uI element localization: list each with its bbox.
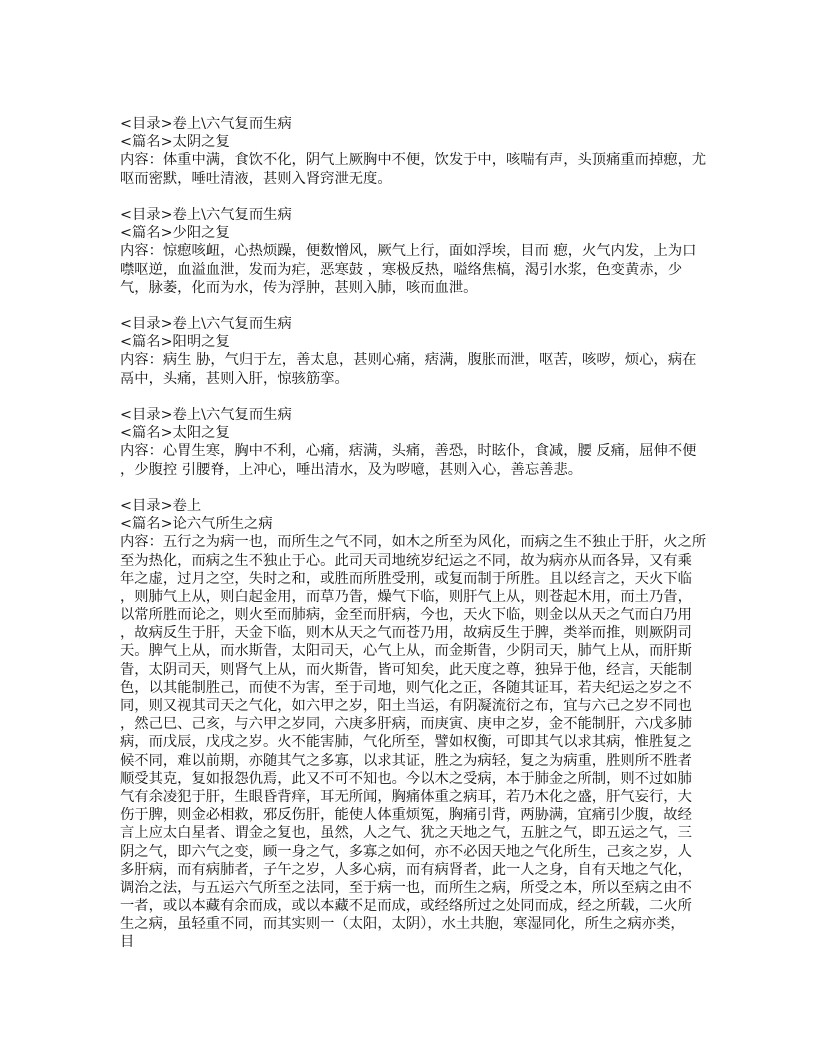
entry-content-line: 眚，太阴司天，则肾气上从，而火斯眚，皆可知矣，此天度之尊，独异于他，经言，天能制 [120,661,692,678]
entry-content-line: 言上应太白星者、谓金之复也，虽然，人之气、犹之天地之气，五脏之气，即五运之气，三 [120,825,692,842]
entry-catalog: <目录>卷上\六气复而生病 [120,116,292,132]
entry-content-line: 生之病，虽轻重不同，而其实则一（太阳，太阴），水土共胞，寒湿同化，所生之病亦类， [120,916,685,933]
document-entry [120,115,710,188]
entry-content-line: 天。脾气上从，而水斯眚，太阳司天，心气上从，而金斯眚，少阴司天，肺气上从，而肝斯 [120,643,692,660]
entry-content-line: ，少腹控 引腰脊，上冲心，唾出清水，及为哕噫，甚则入心，善忘善悲。 [120,461,583,478]
entry-content-line: 候不同，难以前期，亦随其气之多寡，以求其证，胜之为病轻，复之为病重，胜则所不胜者 [120,752,692,769]
entry-content-line: ，则肺气上从，则白起金用，而草乃眚，燥气下临，则肝气上从，则苍起木用，而土乃眚， [120,588,692,605]
entry-content-line: 内容：体重中满，食饮不化，阴气上厥胸中不便，饮发于中，咳喘有声，头顶痛重而掉瘛，尤 [120,152,707,169]
document-entry [120,206,710,297]
entry-content-line: 鬲中，头痛，甚则入肝，惊骇筋挛。 [120,370,349,387]
entry-content-line: 内容：心胃生寒，胸中不利，心痛，痞满，头痛，善恐，时眩仆，食减，腰 反痛，屈伸不便 [120,443,697,460]
entry-content-line: 阴之气，即六气之变，顾一身之气，多寡之如何，亦不必因天地之气化所生，己亥之岁，人 [120,843,692,860]
entry-content-line: 调治之法，与五运六气所至之法同，至于病一也，而所生之病，所受之本，所以至病之由不 [120,879,692,896]
entry-content-line: 多肝病，而有病肺者，子午之岁，人多心病，而有病肾者，此一人之身，自有天地之气化， [120,861,692,878]
entry-content-line: 内容：病生 胁，气归于左，善太息，甚则心痛，痞满，腹胀而泄，呕苦，咳哕，烦心，病在 [120,352,697,369]
entry-content-line: 同，则又视其司天之气化，如六甲之岁，阳土当运，有阴凝流衍之布，宜与六己之岁不同也 [120,698,692,714]
entry-content-line: 气，脉萎，化而为水，传为浮肿，甚则入肺，咳而血泄。 [120,279,478,296]
entry-content-line: 气有余凌犯于肝，生眼昏背痒，耳无所闻，胸痛体重之病耳，若乃木化之盛，肝气妄行，大 [120,788,692,805]
entry-catalog: <目录>卷上\六气复而生病 [120,407,292,423]
entry-content-line: 内容：五行之为病一也，而所生之气不同，如木之所至为风化，而病之生不独止于肝，火之所 [120,534,707,551]
entry-title: <篇名>阳明之复 [120,334,230,351]
entry-content-line: 呕而密默，唾吐清液，甚则入肾窍泄无度。 [120,170,392,187]
entry-catalog: <目录>卷上\六气复而生病 [120,206,292,223]
entry-content-line: 年之虚，过月之空，失时之和，或胜而所胜受刑，或复而制于所胜。且以经言之，天火下临 [120,570,692,587]
entry-content-line: 噤呕逆，血溢血泄，发而为疟，恶寒鼓 ，寒极反热，嗌络焦槁，渴引水浆，色变黄赤，少 [120,261,683,278]
entry-catalog: <目录>卷上 [120,497,202,514]
document-entry [120,406,710,479]
entry-title: <篇名>论六气所生之病 [120,516,273,533]
entry-content-line: 至为热化，而病之生不独止于心。此司天司地统岁纪运之不同，故为病亦从而各异，又有乘 [120,552,692,569]
entry-content-line: 内容：惊瘛咳衄，心热烦躁，便数憎风，厥气上行，面如浮埃，目而 瘛，火气内发，上为口 [120,243,697,260]
document-entry [120,315,710,388]
entry-content-line: 一者，或以本藏有余而成，或以本藏不足而成，或经络所过之处同而成，经之所载，二火所 [120,898,692,915]
entry-content-line: 以常所胜而论之，则火至而肺病，金至而肝病，今也，天火下临，则金以从天之气而白乃用 [120,607,692,624]
document-body [120,115,710,970]
entry-content-line: 色，以其能制胜己，而使不为害，至于司地，则气化之正，各随其证耳，若夫纪运之岁之不 [120,679,692,696]
entry-content-line: 顺受其克，复如报怨仇焉，此又不可不知也。今以木之受病，本于肺金之所制，则不过如肺 [120,770,692,787]
entry-content-line: 病，而戊辰，戊戌之岁。火不能害肺，气化所至，譬如权衡，可即其气以求其病，惟胜复之 [120,734,692,751]
entry-title: <篇名>太阳之复 [120,425,230,442]
entry-content-line: ，故病反生于肝，天金下临，则木从天之气而苍乃用，故病反生于脾，类举而推，则厥阴司 [120,625,692,642]
entry-content-line: 目 [120,934,135,951]
entry-title: <篇名>太阴之复 [120,134,230,151]
entry-title: <篇名>少阳之复 [120,225,230,242]
entry-content-line: 伤于脾，则金必相救，邪反伤肝，能使人体重烦冤，胸痛引背，两胁满，宜痛引少腹，故经 [120,807,692,824]
document-entry [120,497,710,952]
entry-content-line: ，然己巳、己亥，与六甲之岁同，六庚多肝病，而庚寅、庚申之岁，金不能制肝，六戊多肺 [120,716,692,733]
entry-catalog: <目录>卷上\六气复而生病 [120,316,292,333]
